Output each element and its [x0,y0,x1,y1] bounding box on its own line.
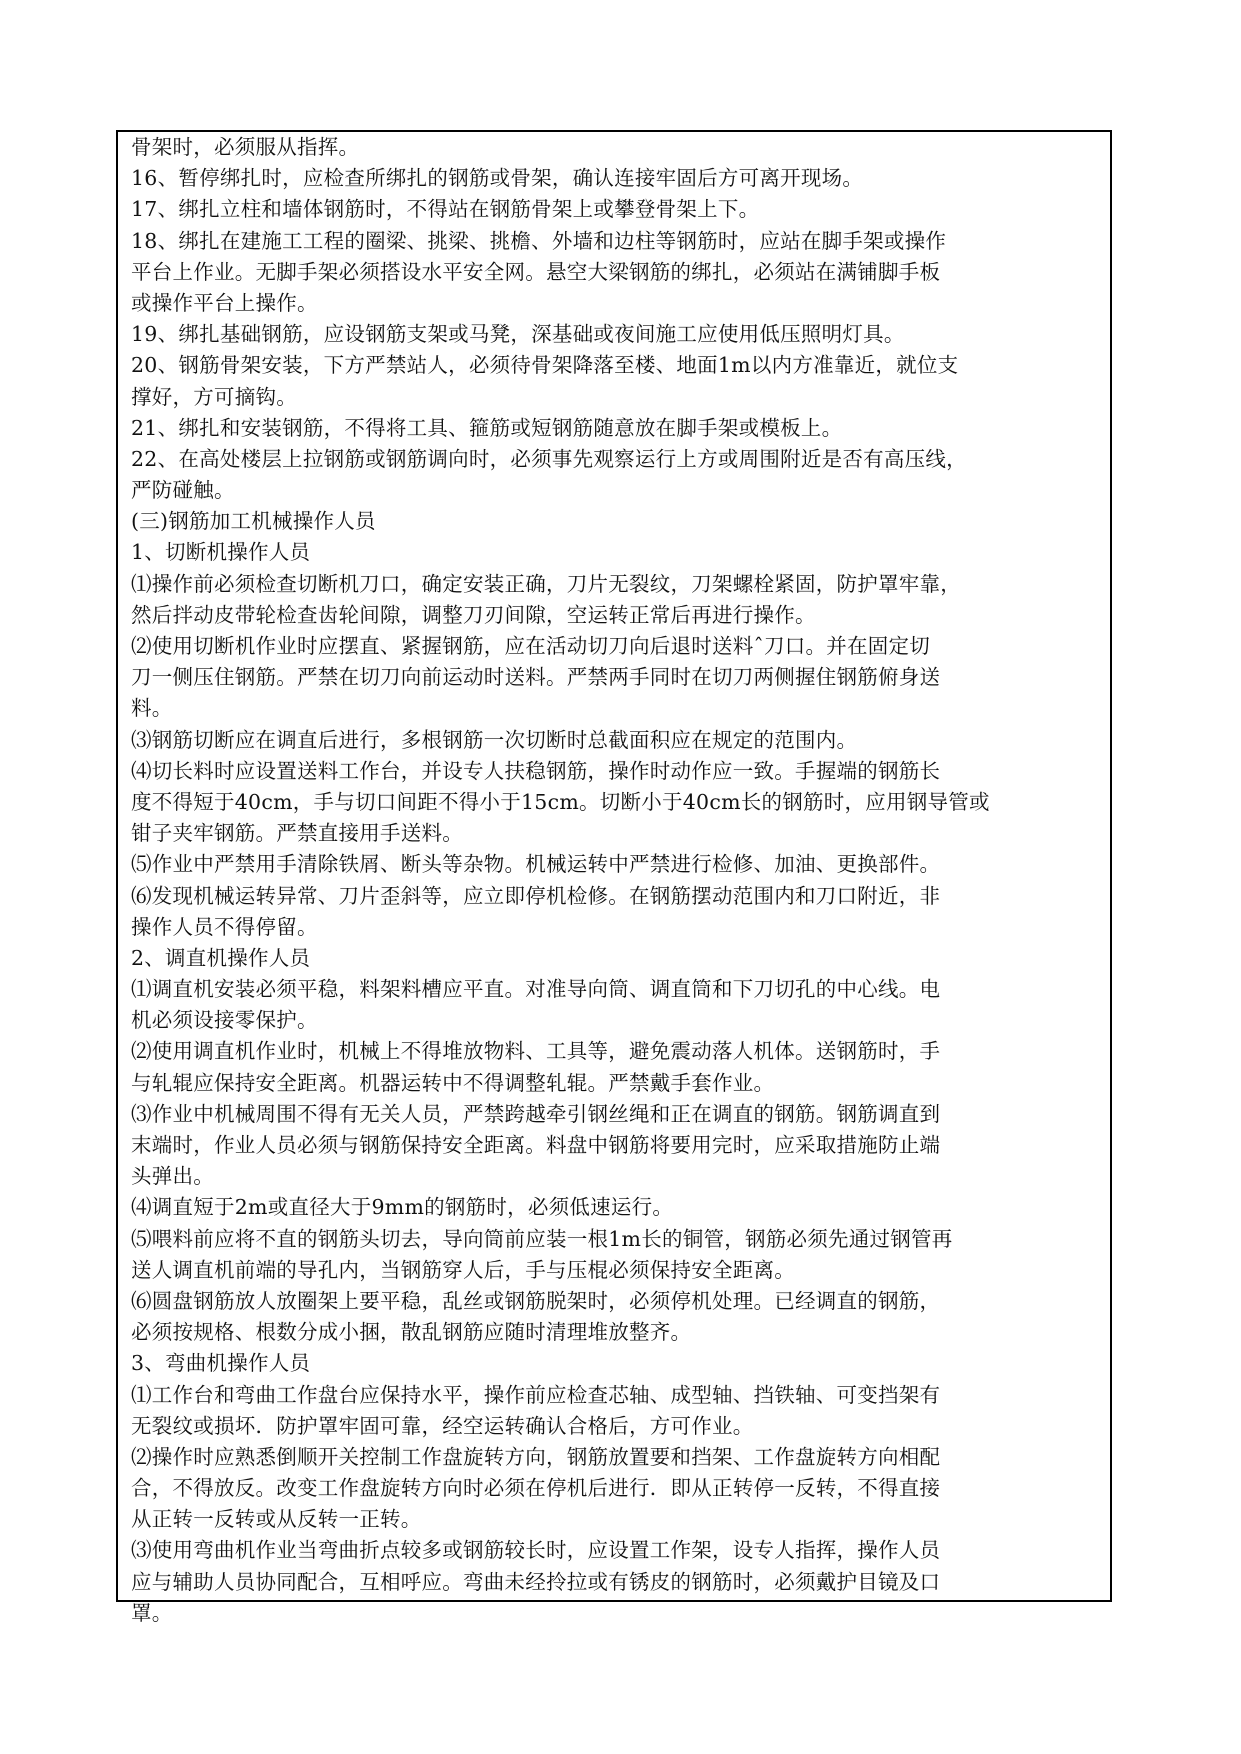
subsection-heading: 2、调直机操作人员 [131,945,311,970]
text-line: 或操作平台上操作。 [131,290,318,315]
text-line: 刀一侧压住钢筋。严禁在切刀向前运动时送料。严禁两手同时在切刀两侧握住钢筋俯身送 [131,665,941,690]
text-line: 末端时，作业人员必须与钢筋保持安全距离。料盘中钢筋将要用完时，应采取措施防止端 [131,1133,941,1157]
text-line: 机必须设接零保护。 [131,1008,318,1033]
text-line: 送人调直机前端的导孔内，当钢筋穿人后，手与压棍必须保持安全距离。 [131,1257,795,1282]
text-line: ⑵使用切断机作业时应摆直、紧握钢筋，应在活动切刀向后退时送料ˆ刀口。并在固定切 [131,634,930,658]
text-line: 合，不得放反。改变工作盘旋转方向时必须在停机后进行．即从正转停一反转，不得直接 [131,1476,941,1501]
text-line: 罩。 [131,1600,173,1625]
text-line: ⑹发现机械运转异常、刀片歪斜等，应立即停机检修。在钢筋摆动范围内和刀口附近，非 [131,883,941,908]
text-line: 从正转一反转或从反转一正转。 [131,1507,422,1532]
text-line: ⑶使用弯曲机作业当弯曲折点较多或钢筋较长时，应设置工作架，设专人指挥，操作人员 [131,1538,941,1563]
text-line: 20、钢筋骨架安装，下方严禁站人，必须待骨架降落至楼、地面1m以内方准靠近，就位支 [131,353,959,378]
text-line: ⑶钢筋切断应在调直后进行，多根钢筋一次切断时总截面积应在规定的范围内。 [131,727,858,752]
text-line: 22、在高处楼层上拉钢筋或钢筋调向时，必须事先观察运行上方或周围附近是否有高压线， [131,446,967,471]
text-line: 平台上作业。无脚手架必须搭设水平安全网。悬空大梁钢筋的绑扎，必须站在满铺脚手板 [131,259,941,284]
text-line: 与轧辊应保持安全距离。机器运转中不得调整轧辊。严禁戴手套作业。 [131,1070,775,1095]
text-line: 骨架时，必须服从指挥。 [131,135,360,159]
text-line: 然后拌动皮带轮检查齿轮间隙，调整刀刃间隙，空运转正常后再进行操作。 [131,602,816,627]
text-line: ⑸作业中严禁用手清除铁屑、断头等杂物。机械运转中严禁进行检修、加油、更换部件。 [131,852,941,877]
text-line: 度不得短于40cm，手与切口间距不得小于15cm。切断小于40cm长的钢筋时，应用钢导管或 [131,789,990,814]
subsection-heading: 3、弯曲机操作人员 [131,1351,311,1376]
text-line: 18、绑扎在建施工工程的圈梁、挑梁、挑檐、外墙和边柱等钢筋时，应站在脚手架或操作 [131,228,947,253]
text-line: ⑴工作台和弯曲工作盘台应保持水平，操作前应检查芯轴、成型轴、挡铁轴、可变挡架有 [131,1382,941,1407]
text-line: ⑶作业中机械周围不得有无关人员，严禁跨越牵引钢丝绳和正在调直的钢筋。钢筋调直到 [131,1101,941,1126]
document-frame [116,130,1112,1625]
text-line: 21、绑扎和安装钢筋，不得将工具、箍筋或短钢筋随意放在脚手架或模板上。 [131,415,843,440]
text-line: 撑好，方可摘钩。 [131,384,297,409]
text-line: 钳子夹牢钢筋。严禁直接用手送料。 [131,821,463,846]
text-line: ⑴操作前必须检查切断机刀口，确定安装正确，刀片无裂纹，刀架螺栓紧固，防护罩牢靠， [131,571,961,596]
text-line: 严防碰触。 [131,478,235,503]
text-line: ⑸喂料前应将不直的钢筋头切去，导向筒前应装一根1m长的铜管，钢筋必须先通过钢管再 [131,1226,953,1251]
section-heading: (三)钢筋加工机械操作人员 [131,509,376,534]
text-line: 应与辅助人员协同配合，互相呼应。弯曲未经拎拉或有锈皮的钢筋时，必须戴护目镜及口 [131,1569,941,1594]
text-line: ⑹圆盘钢筋放人放圈架上要平稳，乱丝或钢筋脱架时，必须停机处理。已经调直的钢筋， [131,1288,941,1313]
subsection-heading: 1、切断机操作人员 [131,540,311,565]
text-line: ⑴调直机安装必须平稳，料架料槽应平直。对准导向筒、调直筒和下刀切孔的中心线。电 [131,977,941,1002]
text-line: 操作人员不得停留。 [131,914,318,939]
text-line: ⑵操作时应熟悉倒顺开关控制工作盘旋转方向，钢筋放置要和挡架、工作盘旋转方向相配 [131,1444,941,1469]
text-line: ⑷调直短于2m或直径大于9mm的钢筋时，必须低速运行。 [131,1195,674,1220]
text-line: 必须按规格、根数分成小捆，散乱钢筋应随时清理堆放整齐。 [131,1320,692,1345]
text-line: 16、暂停绑扎时，应检查所绑扎的钢筋或骨架，确认连接牢固后方可离开现场。 [131,166,864,191]
text-line: 19、绑扎基础钢筋，应设钢筋支架或马凳，深基础或夜间施工应使用低压照明灯具。 [131,322,905,347]
text-line: 料。 [131,696,173,721]
text-line: 无裂纹或损坏．防护罩牢固可靠，经空运转确认合格后，方可作业。 [131,1413,754,1438]
text-line: ⑵使用调直机作业时，机械上不得堆放物料、工具等，避免震动落人机体。送钢筋时，手 [131,1039,941,1064]
text-line: ⑷切长料时应设置送料工作台，并设专人扶稳钢筋，操作时动作应一致。手握端的钢筋长 [131,758,941,783]
text-line: 17、绑扎立柱和墙体钢筋时，不得站在钢筋骨架上或攀登骨架上下。 [131,197,760,222]
text-line: 头弹出。 [131,1164,214,1189]
